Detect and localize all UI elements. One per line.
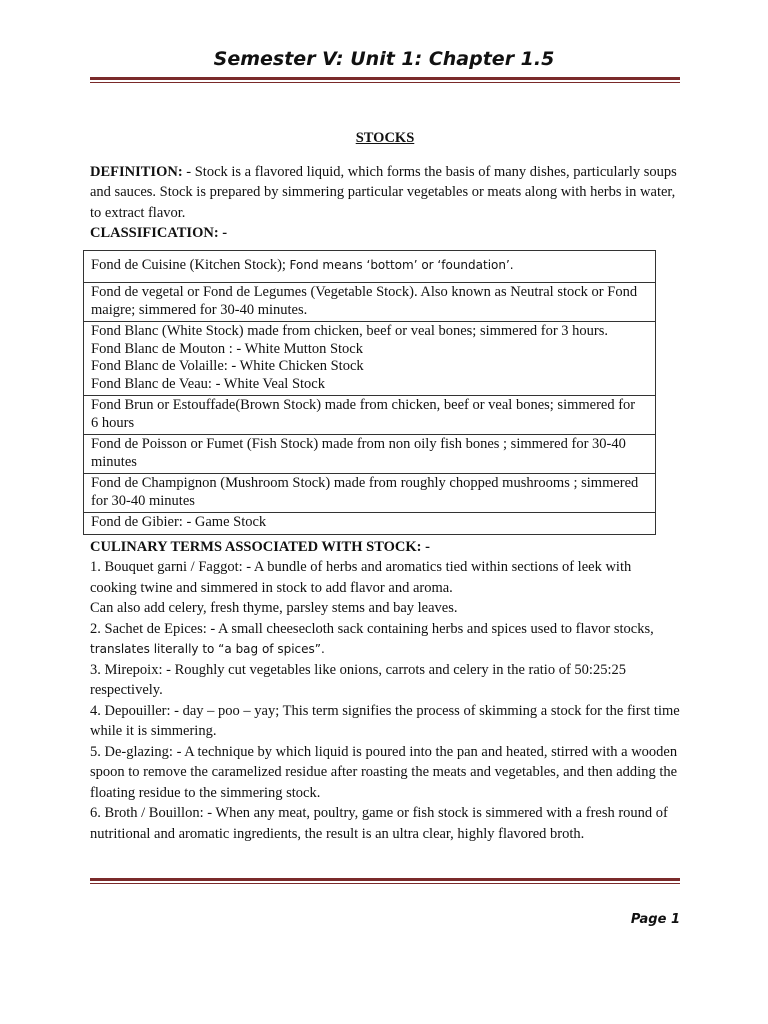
document-body	[90, 128, 680, 844]
page-number: Page 1	[630, 912, 680, 927]
classification-row	[84, 396, 656, 435]
classification-cell	[84, 474, 656, 513]
classification-line: Fond Blanc de Volaille: - White Chicken Stock	[91, 358, 364, 374]
culinary-term-item	[90, 598, 680, 619]
culinary-term-text: 1. Bouquet garni / Faggot: - A bundle of herbs and aromatics tied within sections of leek with cooking twine and simmered in stock to add flavor and aroma.	[90, 559, 632, 596]
culinary-term-text: Can also add celery, fresh thyme, parsley stems and bay leaves.	[90, 600, 458, 616]
classification-cell	[84, 435, 656, 474]
culinary-term-item	[90, 557, 680, 598]
classification-row	[84, 322, 656, 396]
classification-table	[83, 250, 656, 535]
classification-line: Fond Blanc de Veau: - White Veal Stock	[91, 375, 325, 392]
classification-line: Fond de Poisson or Fumet (Fish Stock) made from non oily fish bones ; simmered for 30-40 minutes	[91, 436, 626, 470]
classification-row	[84, 283, 656, 322]
section-title: STOCKS	[355, 130, 415, 146]
classification-line: Fond de Cuisine (Kitchen Stock);	[91, 256, 290, 273]
classification-line: Fond Blanc (White Stock) made from chicken, beef or veal bones; simmered for 3 hours.	[91, 323, 609, 339]
classification-note: Fond means ‘bottom’ or ‘foundation’.	[289, 257, 514, 272]
culinary-term-text: 2. Sachet de Epices: - A small cheesecloth sack containing herbs and spices used to flavor stocks,	[90, 620, 654, 637]
classification-line: Fond de Gibier: - Game Stock	[91, 514, 267, 530]
classification-cell	[84, 322, 656, 396]
classification-cell	[84, 396, 656, 435]
culinary-terms-list	[90, 557, 680, 844]
culinary-term-item	[90, 660, 680, 701]
classification-row	[84, 250, 656, 283]
culinary-term-item	[90, 619, 680, 660]
definition-label: DEFINITION:	[90, 163, 183, 180]
culinary-term-item	[90, 742, 680, 804]
culinary-term-text: 3. Mirepoix: - Roughly cut vegetables like onions, carrots and celery in the ratio of 50:25:25 respectively.	[90, 661, 626, 698]
classification-row	[84, 435, 656, 474]
culinary-term-text: 4. Depouiller: - day – poo – yay; This term signifies the process of skimming a stock for the first time while it is simmering.	[90, 702, 680, 739]
classification-line: Fond de Champignon (Mushroom Stock) made from roughly chopped mushrooms ; simmered for 30-40 minutes	[91, 475, 639, 509]
culinary-term-item	[90, 701, 680, 742]
culinary-term-text: 5. De-glazing: - A technique by which liquid is poured into the pan and heated, stirred with a wooden spoon to remove the caramelized residue after roasting the meats and vegetables, and then adding the floating residue to the simmering stock.	[90, 743, 678, 801]
definition-paragraph	[90, 162, 680, 224]
classification-cell	[84, 513, 656, 535]
classification-row	[84, 474, 656, 513]
culinary-term-note: translates literally to “a bag of spices”.	[90, 642, 325, 656]
classification-line: Fond Blanc de Mouton : - White Mutton Stock	[91, 340, 363, 357]
classification-line: Fond Brun or Estouffade(Brown Stock) made from chicken, beef or veal bones; simmered for 6 hours	[91, 397, 636, 431]
classification-row	[84, 513, 656, 535]
culinary-term-text: 6. Broth / Bouillon: - When any meat, poultry, game or fish stock is simmered with a fresh round of nutritional and aromatic ingredients, the result is an ultra clear, highly flavored broth.	[90, 805, 668, 842]
classification-cell	[84, 250, 656, 283]
footer-rule	[90, 878, 680, 884]
classification-line: Fond de vegetal or Fond de Legumes (Vegetable Stock). Also known as Neutral stock or Fond maigre; simmered for 30-40 minutes.	[91, 284, 638, 318]
page-header-title: Semester V: Unit 1: Chapter 1.5	[213, 48, 555, 70]
culinary-terms-heading: CULINARY TERMS ASSOCIATED WITH STOCK: -	[90, 538, 430, 555]
classification-heading: CLASSIFICATION: -	[90, 225, 228, 241]
classification-cell	[84, 283, 656, 322]
culinary-term-item	[90, 803, 680, 844]
header-rule	[90, 77, 680, 83]
culinary-terms	[90, 537, 680, 845]
definition-text: - Stock is a flavored liquid, which forms the basis of many dishes, particularly soups and sauces. Stock is prepared by simmering particular vegetables or meats along with herbs in water, to extract flavor.	[90, 163, 677, 221]
